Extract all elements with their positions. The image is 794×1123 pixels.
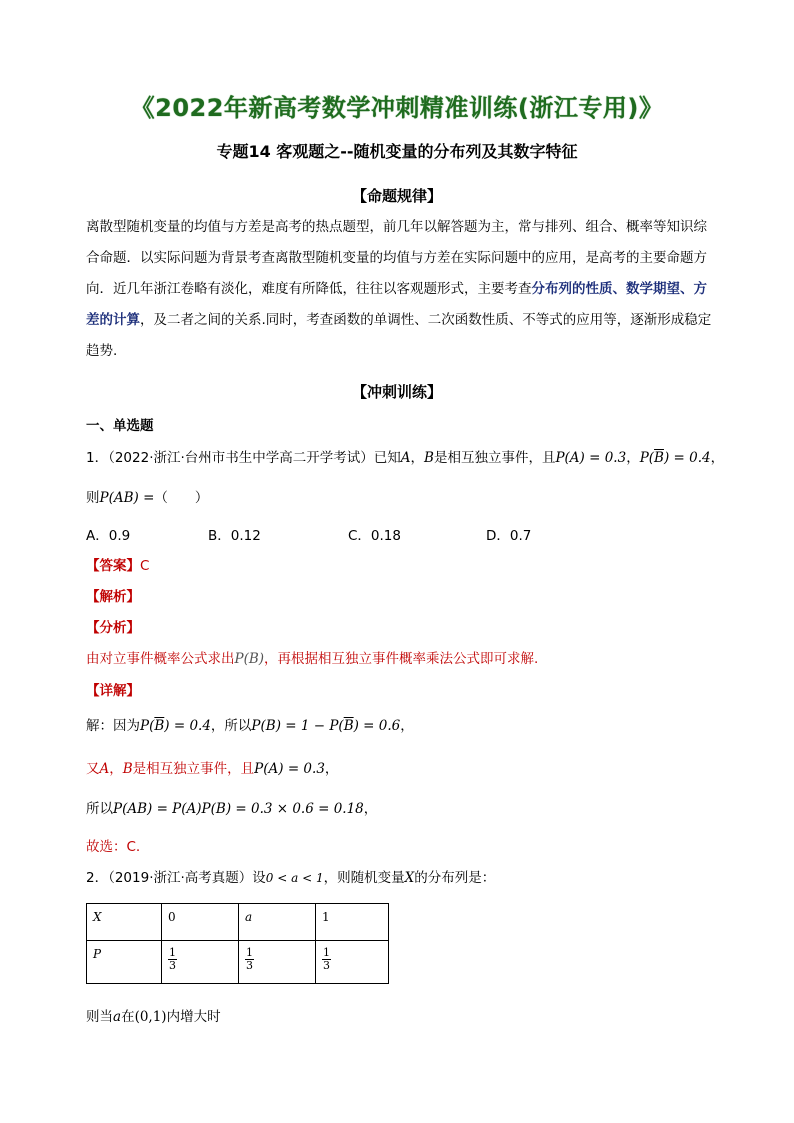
option-a: A．0.9 <box>86 528 131 544</box>
topic-subtitle: 专题14 客观题之--随机变量的分布列及其数字特征 <box>216 142 578 161</box>
table-row <box>87 941 389 984</box>
option-d: D．0.7 <box>486 528 532 544</box>
table-cell <box>316 941 389 984</box>
solution-step-1: 解：因为$P(\overline{B}) = 0.4$，所以$P(B) = 1 - P(\overline{B}) = 0.6$， <box>86 718 414 734</box>
math-expression: $P(\overline{B}) = 0.4$ <box>639 450 711 466</box>
answer-line: 【答案】C <box>86 558 150 574</box>
final-choice: 故选：C. <box>86 839 141 855</box>
analysis-tag: 【解析】 <box>86 589 140 605</box>
fraction: $\frac{1}{3}$ <box>323 946 330 972</box>
rule-line: 离散型随机变量的均值与方差是高考的热点题型，前几年以解答题为主，常与排列、组合、概率等知识综 <box>86 219 707 235</box>
math-expression: P(A) = 0.3 <box>254 761 325 777</box>
question-1-stem-2: 则P(AB) =（ ） <box>86 490 209 506</box>
rule-paragraph <box>86 212 726 367</box>
math-expression: $P(B) = 1 - P(\overline{B}) = 0.6$ <box>251 718 401 734</box>
math-expression: P(A) = 0.3 <box>555 450 627 466</box>
section-heading-training: 【冲刺训练】 <box>351 383 442 401</box>
table-row <box>87 904 389 941</box>
fraction: $\frac{1}{3}$ <box>246 946 253 972</box>
table-cell: 0 <box>162 904 239 941</box>
table-cell: X <box>87 904 162 941</box>
distribution-table <box>86 903 389 984</box>
rule-line: 差的计算，及二者之间的关系.同时，考查函数的单调性、二次函数性质、不等式的应用等，逐渐形成稳定 <box>86 312 712 328</box>
rule-line: 合命题．以实际问题为背景考查离散型随机变量的均值与方差在实际问题中的应用，是高考的主要命题方 <box>86 250 707 266</box>
table-cell <box>162 941 239 984</box>
rule-line: 向．近几年浙江卷略有淡化，难度有所降低，往往以客观题形式，主要考查分布列的性质、数学期望、方 <box>86 281 707 297</box>
math-expression: P(AB) = P(A)P(B) = 0.3 × 0.6 = 0.18 <box>113 801 364 817</box>
question-2-tail: 则当a在(0,1)内增大时 <box>86 1009 221 1025</box>
solution-step-2: 又A，B是相互独立事件，且P(A) = 0.3， <box>86 761 339 777</box>
option-b: B．0.12 <box>208 528 261 544</box>
table-cell: P <box>87 941 162 984</box>
fenxi-text: 由对立事件概率公式求出P(B)，再根据相互独立事件概率乘法公式即可求解. <box>86 651 539 667</box>
document-title: 《2022年新高考数学冲刺精准训练(浙江专用)》 <box>130 94 664 122</box>
table-cell: a <box>239 904 316 941</box>
fraction: $\frac{1}{3}$ <box>169 946 176 972</box>
question-1-stem: 1．（2022·浙江·台州市书生中学高二开学考试）已知A，B是相互独立事件，且P(A) = 0.3，$P(\overline{B}) = 0.4$， <box>86 450 725 466</box>
detail-tag: 【详解】 <box>86 683 140 699</box>
table-cell <box>239 941 316 984</box>
rule-line: 趋势. <box>86 343 118 359</box>
question-2-stem: 2．（2019·浙江·高考真题）设0 < a < 1，则随机变量X的分布列是： <box>86 870 496 886</box>
highlight-text: 差的计算 <box>86 312 140 328</box>
math-expression: P(AB) = <box>99 490 155 506</box>
highlight-text: 分布列的性质、数学期望、方 <box>531 281 707 297</box>
math-expression: 0 < a < 1 <box>265 871 324 885</box>
math-expression: $P(\overline{B}) = 0.4$ <box>140 718 211 734</box>
part-heading: 一、单选题 <box>86 418 154 434</box>
section-heading-rule: 【命题规律】 <box>351 187 442 205</box>
table-cell: 1 <box>316 904 389 941</box>
option-c: C．0.18 <box>348 528 401 544</box>
solution-step-3: 所以P(AB) = P(A)P(B) = 0.3 × 0.6 = 0.18， <box>86 801 378 817</box>
fenxi-tag: 【分析】 <box>86 620 140 636</box>
